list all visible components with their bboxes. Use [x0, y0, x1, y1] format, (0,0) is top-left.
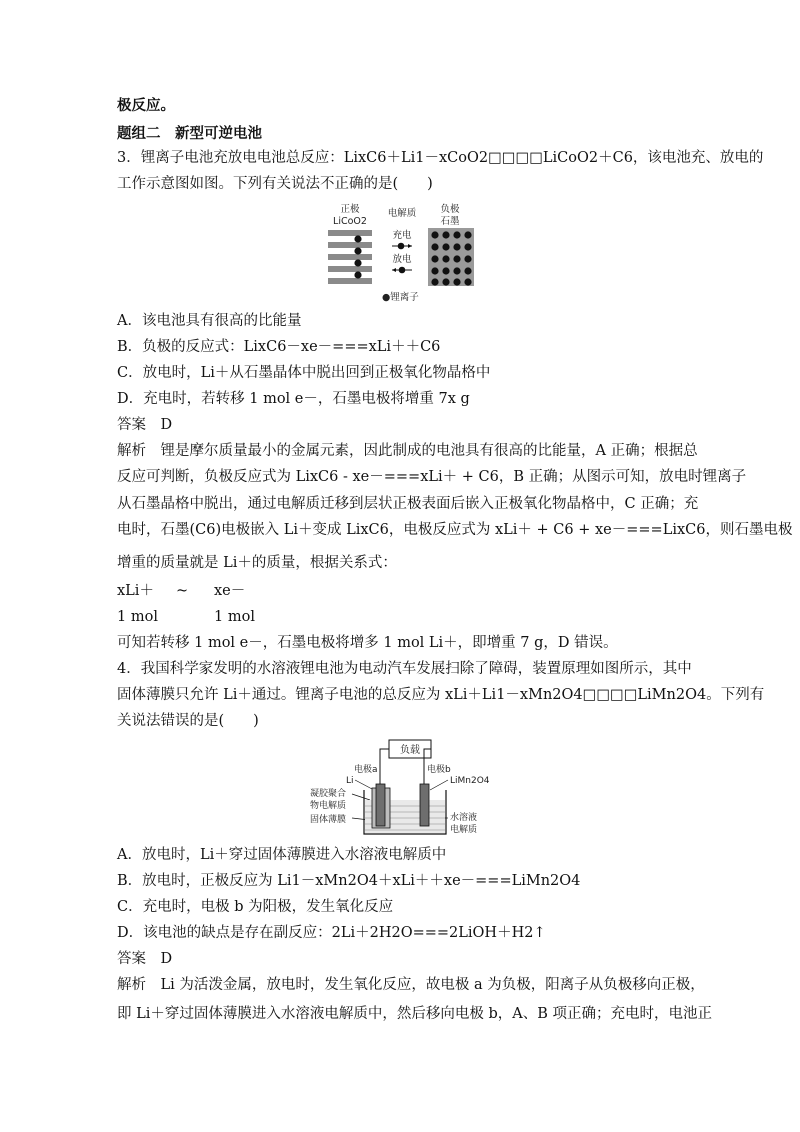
option-d: D．充电时，若转移 1 mol e－，石墨电极将增重 7x g [117, 391, 470, 407]
negative-electrode [428, 228, 474, 286]
question-4-stem-cont: 关说法错误的是( ) [117, 713, 259, 729]
discharge-label: 放电 [392, 254, 412, 265]
question-4-stem: 4．我国科学家发明的水溶液锂电池为电动汽车发展扫除了障碍，装置原理如图所示，其中 [117, 661, 692, 677]
option-d: D．该电池的缺点是存在副反应：2Li＋2H2O===2LiOH＋H2↑ [117, 925, 546, 941]
section-heading: 题组二 新型可逆电池 [117, 126, 262, 142]
answer: 答案 D [117, 951, 173, 967]
relation-mol-left: 1 mol [117, 609, 158, 625]
electrode-a-label: 电极a [354, 765, 378, 775]
option-b: B．负极的反应式：LixC6－xe－===xLi＋＋C6 [117, 339, 441, 355]
option-b: B．放电时，正极反应为 Li1－xMn2O4＋xLi＋＋xe－===LiMn2O4 [117, 873, 581, 889]
analysis-line: 电时，石墨(C6)电极嵌入 Li＋变成 LixC6，电极反应式为 xLi＋ + C6 + xe－===LixC6，则石墨电极 [117, 522, 793, 538]
positive-material: LiCoO2 [333, 216, 367, 227]
relation-xe: xe－ [214, 583, 246, 599]
answer: 答案 D [117, 417, 173, 433]
battery-diagram-2 [300, 738, 500, 838]
charge-label: 充电 [392, 230, 412, 241]
positive-electrode [328, 230, 372, 284]
electrode-a [376, 784, 385, 826]
negative-label: 负极 [440, 204, 460, 215]
discharge-arrow [392, 267, 412, 274]
negative-material: 石墨 [440, 216, 460, 227]
film-label: 固体薄膜 [310, 815, 347, 825]
question-3-stem-cont: 工作示意图如图。下列有关说法不正确的是( ) [117, 176, 433, 192]
option-a: A．该电池具有很高的比能量 [117, 313, 302, 329]
li-label: Li [346, 776, 354, 786]
analysis-line: 反应可判断，负极反应式为 LixC6 - xe－===xLi＋ + C6，B 正确；从图示可知，放电时锂离子 [117, 469, 747, 485]
relation-mol-right: 1 mol [214, 609, 255, 625]
analysis-line: 解析 锂是摩尔质量最小的金属元素，因此制成的电池具有很高的比能量，A 正确；根据总 [117, 443, 698, 459]
analysis-line: 从石墨晶格中脱出，通过电解质迁移到层状正极表面后嵌入正极氧化物晶格中，C 正确；充 [117, 496, 699, 512]
gel-label-1: 凝胶聚合 [310, 789, 347, 799]
option-c: C．充电时，电极 b 为阳极，发生氧化反应 [117, 899, 394, 915]
aqueous-label-1: 水溶液 [450, 813, 478, 823]
lithium-ion-legend: ●锂离子 [382, 292, 419, 303]
relation-tilde: ~ [176, 583, 189, 599]
aqueous-label-2: 电解质 [450, 825, 478, 835]
analysis-line: 即 Li＋穿过固体薄膜进入水溶液电解质中，然后移向电极 b，A、B 项正确；充电时，电池正 [117, 1006, 712, 1022]
relation-xli: xLi＋ [117, 583, 154, 599]
question-3-stem: 3．锂离子电池充放电电池总反应：LixC6＋Li1－xCoO2□□□□LiCoO2＋C6，该电池充、放电的 [117, 150, 764, 166]
option-c: C．放电时，Li＋从石墨晶体中脱出回到正极氧化物晶格中 [117, 365, 491, 381]
positive-label: 正极 [340, 204, 360, 215]
limn-label: LiMn2O4 [450, 776, 490, 786]
electrode-b-label: 电极b [427, 765, 451, 775]
charge-arrow [392, 243, 412, 250]
text-line: 极反应。 [117, 98, 175, 114]
question-4-stem-cont: 固体薄膜只允许 Li＋通过。锂离子电池的总反应为 xLi＋Li1－xMn2O4□□□□LiMn2O4。下列有 [117, 687, 765, 703]
electrolyte-label: 电解质 [387, 208, 417, 219]
electrode-b [420, 784, 429, 826]
option-a: A．放电时，Li＋穿过固体薄膜进入水溶液电解质中 [117, 847, 447, 863]
load-label: 负载 [400, 745, 420, 756]
gel-label-2: 物电解质 [310, 801, 347, 811]
analysis-conclusion: 可知若转移 1 mol e－，石墨电极将增多 1 mol Li＋，即增重 7 g，D 错误。 [117, 635, 618, 651]
analysis-line: 解析 Li 为活泼金属，放电时，发生氧化反应，故电极 a 为负极，阳离子从负极移向正极， [117, 977, 705, 993]
analysis-line: 增重的质量就是 Li＋的质量，根据关系式： [117, 555, 397, 571]
battery-diagram-1 [322, 200, 492, 306]
